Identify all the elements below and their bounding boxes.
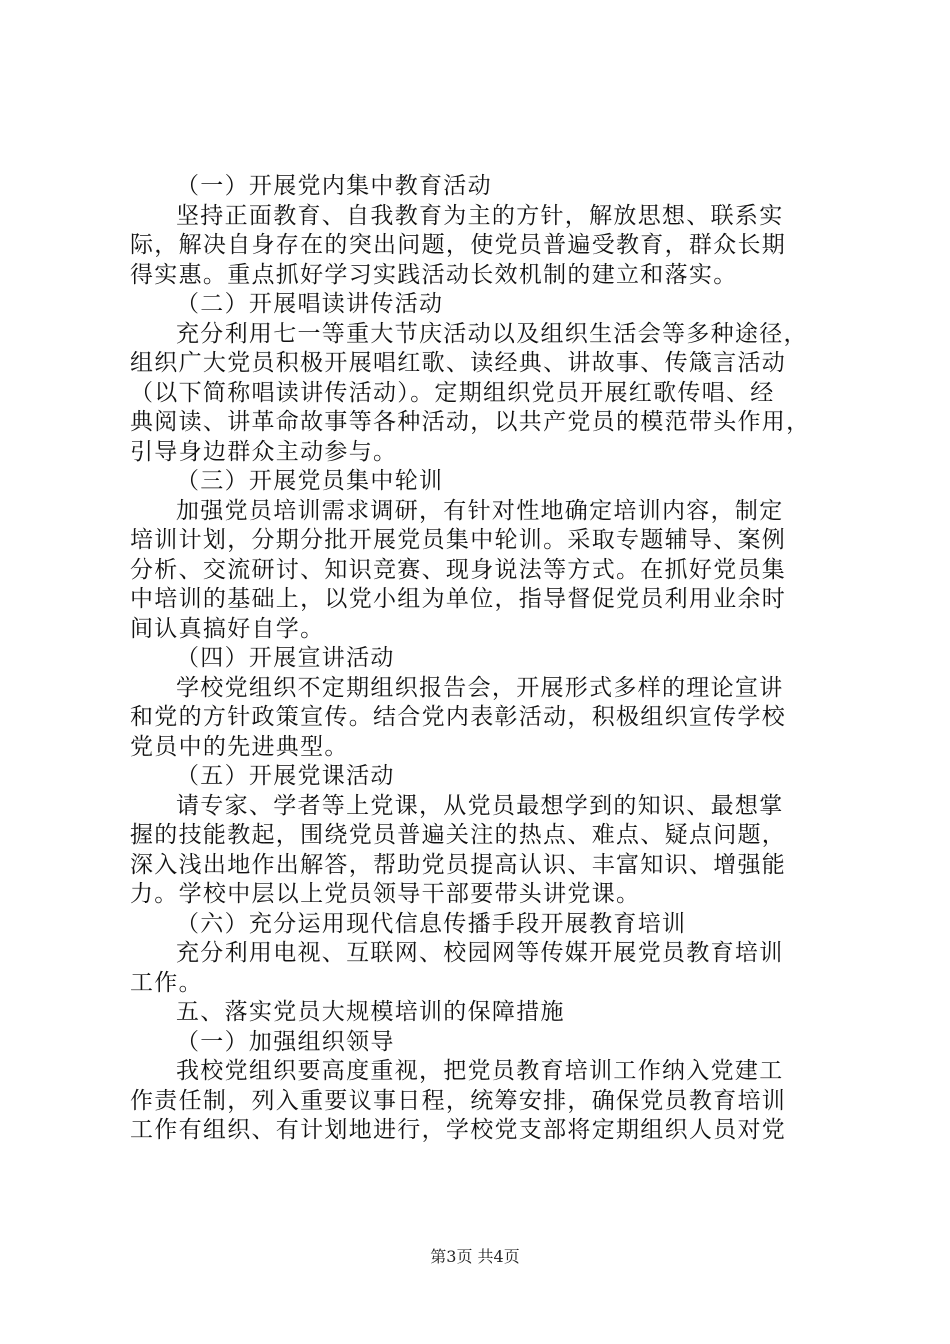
text-line: 请专家、学者等上党课，从党员最想学到的知识、最想掌 — [176, 792, 784, 819]
text-line: 分析、交流研讨、知识竞赛、现身说法等方式。在抓好党员集 — [130, 556, 787, 583]
text-line: 得实惠。重点抓好学习实践活动长效机制的建立和落实。 — [130, 261, 738, 288]
text-line: 工作有组织、有计划地进行，学校党支部将定期组织人员对党 — [130, 1117, 787, 1143]
text-line: 五、落实党员大规模培训的保障措施 — [176, 999, 565, 1025]
text-line: 间认真搞好自学。 — [130, 615, 325, 642]
text-line: 学校党组织不定期组织报告会，开展形式多样的理论宣讲 — [176, 674, 784, 701]
text-line: 我校党组织要高度重视，把党员教育培训工作纳入党建工 — [176, 1058, 784, 1084]
section-heading: （一）开展党内集中教育活动 — [176, 173, 492, 199]
text-line: 中培训的基础上，以党小组为单位，指导督促党员利用业余时 — [130, 586, 787, 612]
section-heading: （五）开展党课活动 — [176, 763, 395, 789]
body-text — [130, 172, 830, 1146]
text-line: 充分利用电视、互联网、校园网等传媒开展党员教育培训 — [176, 940, 784, 966]
text-line: 党员中的先进典型。 — [130, 733, 349, 760]
text-line: 工作。 — [130, 969, 203, 996]
section-heading: （二）开展唱读讲传活动 — [176, 291, 444, 317]
text-line: 力。学校中层以上党员领导干部要带头讲党课。 — [130, 881, 641, 907]
text-line: （以下简称唱读讲传活动）。定期组织党员开展红歌传唱、经 — [130, 379, 775, 406]
text-line: 引导身边群众主动参与。 — [130, 438, 398, 465]
text-line: 深入浅出地作出解答，帮助党员提高认识、丰富知识、增强能 — [130, 851, 787, 878]
section-heading: （六）充分运用现代信息传播手段开展教育培训 — [176, 910, 687, 937]
text-line: 和党的方针政策宣传。结合党内表彰活动，积极组织宣传学校 — [130, 704, 787, 730]
section-heading: （四）开展宣讲活动 — [176, 645, 395, 671]
text-line: 际，解决自身存在的突出问题，使党员普遍受教育，群众长期 — [130, 232, 787, 258]
text-line: 充分利用七一等重大节庆活动以及组织生活会等多种途径， — [176, 320, 808, 347]
text-line: 组织广大党员积极开展唱红歌、读经典、讲故事、传箴言活动 — [130, 350, 787, 376]
text-line: 典阅读、讲革命故事等各种活动，以共产党员的模范带头作用， — [130, 409, 811, 435]
text-line: 坚持正面教育、自我教育为主的方针，解放思想、联系实 — [176, 202, 784, 229]
text-line: 培训计划，分期分批开展党员集中轮训。采取专题辅导、案例 — [130, 527, 787, 553]
section-heading: （三）开展党员集中轮训 — [176, 468, 444, 494]
section-heading: （一）加强组织领导 — [176, 1028, 395, 1055]
text-line: 加强党员培训需求调研，有针对性地确定培训内容，制定 — [176, 497, 784, 524]
text-line: 作责任制，列入重要议事日程，统筹安排，确保党员教育培训 — [130, 1087, 787, 1114]
page-footer: 第3页 共4页 — [430, 1247, 520, 1266]
text-line: 握的技能教起，围绕党员普遍关注的热点、难点、疑点问题， — [130, 822, 787, 848]
